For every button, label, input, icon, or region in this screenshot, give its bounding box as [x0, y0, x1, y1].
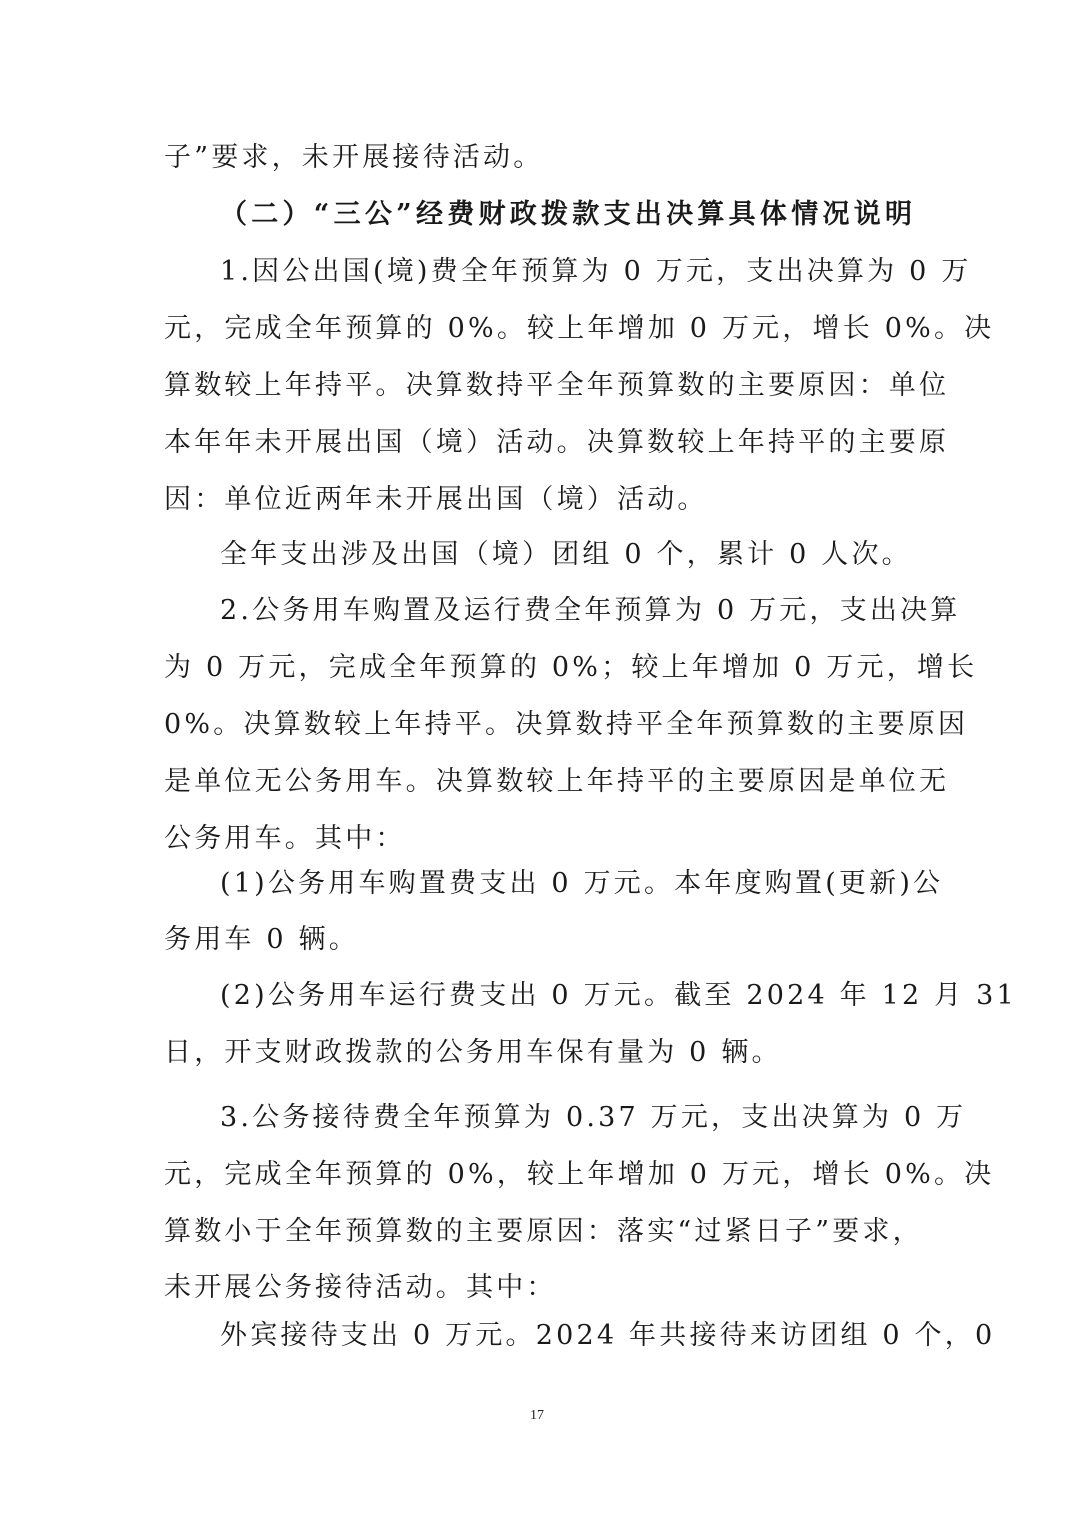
body-line-22: 外宾接待支出 0 万元。2024 年共接待来访团组 0 个，0 — [220, 1320, 996, 1351]
body-line-18: 3.公务接待费全年预算为 0.37 万元，支出决算为 0 万 — [220, 1102, 967, 1133]
body-line-14: (1)公务用车购置费支出 0 万元。本年度购置(更新)公 — [220, 868, 944, 899]
section-heading: （二）“三公”经费财政拨款支出决算具体情况说明 — [220, 199, 914, 230]
body-line-20: 算数小于全年预算数的主要原因：落实“过紧日子”要求， — [164, 1216, 923, 1247]
body-line-15: 务用车 0 辆。 — [164, 924, 359, 955]
body-line-12: 是单位无公务用车。决算数较上年持平的主要原因是单位无 — [164, 766, 950, 797]
body-line-19: 元，完成全年预算的 0%，较上年增加 0 万元，增长 0%。决 — [164, 1159, 995, 1190]
body-line-4: 元，完成全年预算的 0%。较上年增加 0 万元，增长 0%。决 — [164, 313, 995, 344]
body-line-6: 本年年未开展出国（境）活动。决算数较上年持平的主要原 — [164, 427, 950, 458]
body-line-3: 1.因公出国(境)费全年预算为 0 万元，支出决算为 0 万 — [220, 256, 972, 287]
body-line-5: 算数较上年持平。决算数持平全年预算数的主要原因：单位 — [164, 370, 950, 401]
body-line-16: (2)公务用车运行费支出 0 万元。截至 2024 年 12 月 31 — [220, 980, 1017, 1011]
body-line-11: 0%。决算数较上年持平。决算数持平全年预算数的主要原因 — [164, 709, 969, 740]
body-line-7: 因：单位近两年未开展出国（境）活动。 — [164, 484, 708, 515]
page-number: 17 — [530, 1408, 544, 1423]
body-line-8: 全年支出涉及出国（境）团组 0 个，累计 0 人次。 — [220, 539, 912, 570]
body-line-9: 2.公务用车购置及运行费全年预算为 0 万元，支出决算 — [220, 595, 961, 626]
body-line-10: 为 0 万元，完成全年预算的 0%；较上年增加 0 万元，增长 — [164, 652, 978, 683]
body-line-13: 公务用车。其中： — [164, 823, 406, 854]
body-line-21: 未开展公务接待活动。其中： — [164, 1272, 557, 1303]
body-line-17: 日，开支财政拨款的公务用车保有量为 0 辆。 — [164, 1037, 782, 1068]
body-line-1: 子”要求，未开展接待活动。 — [164, 142, 544, 173]
